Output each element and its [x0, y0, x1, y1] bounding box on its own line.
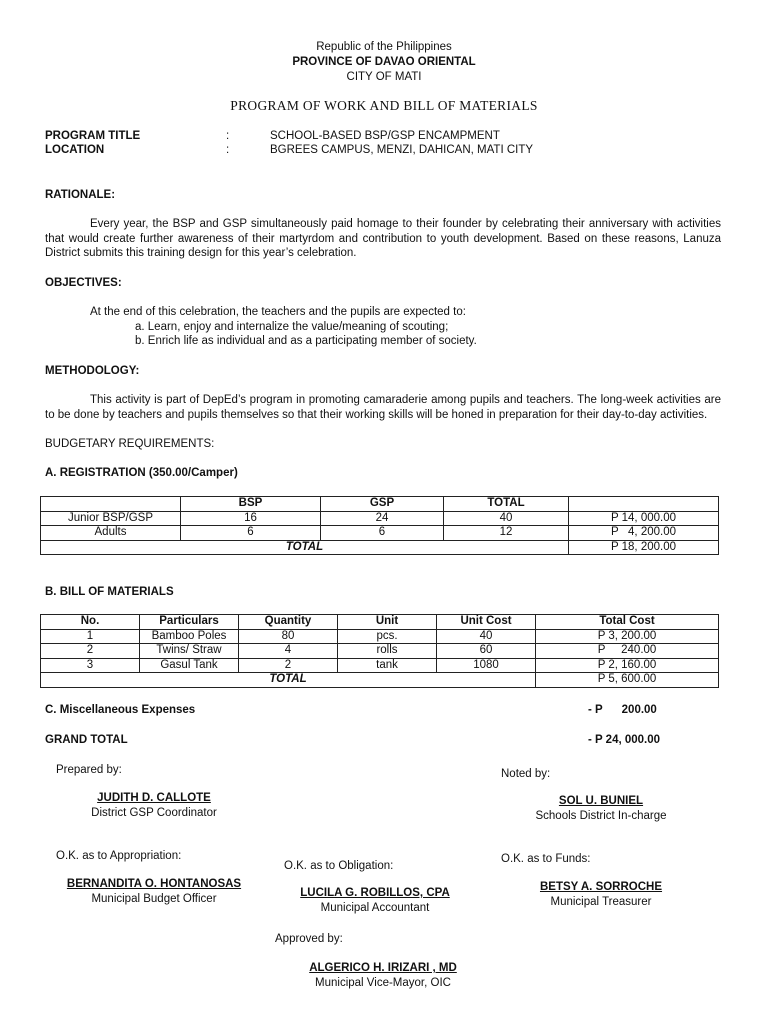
- rationale-heading: RATIONALE:: [45, 189, 116, 201]
- program-title-colon: :: [226, 130, 230, 142]
- location-value: BGREES CAMPUS, MENZI, DAHICAN, MATI CITY: [270, 144, 534, 156]
- cell: P 2, 160.00: [536, 658, 719, 673]
- signatory-name: BETSY A. SORROCHE: [539, 881, 663, 893]
- cell: Gasul Tank: [140, 658, 239, 673]
- location-colon: :: [226, 144, 230, 156]
- appropriation-caption: O.K. as to Appropriation:: [56, 850, 182, 862]
- funds-caption: O.K. as to Funds:: [501, 853, 591, 865]
- cell: P 4, 200.00: [569, 526, 719, 541]
- column-header: [569, 497, 719, 512]
- cell: Twins/ Straw: [140, 644, 239, 659]
- prepared-signatory: [54, 791, 254, 820]
- objectives-heading: OBJECTIVES:: [45, 277, 122, 289]
- signatory-title: Schools District In-charge: [535, 809, 667, 822]
- signatory-name: ALGERICO H. IRIZARI , MD: [309, 962, 457, 974]
- noted-signatory: [501, 794, 701, 823]
- cell: P 240.00: [536, 644, 719, 659]
- obligation-caption: O.K. as to Obligation:: [284, 860, 394, 872]
- column-header: Unit: [338, 615, 437, 630]
- appropriation-signatory: [44, 877, 264, 906]
- city-line: CITY OF MATI: [346, 71, 422, 83]
- cell: 6: [321, 526, 444, 541]
- column-header: GSP: [321, 497, 444, 512]
- cell: 3: [41, 658, 140, 673]
- republic-line: Republic of the Philippines: [316, 41, 452, 53]
- cell: rolls: [338, 644, 437, 659]
- total-label: TOTAL: [41, 673, 536, 688]
- cell: 16: [181, 511, 321, 526]
- cell: 4: [239, 644, 338, 659]
- signatory-title: District GSP Coordinator: [91, 806, 217, 819]
- cell: 2: [41, 644, 140, 659]
- program-title-label: PROGRAM TITLE: [45, 130, 141, 142]
- table-total-row: [41, 673, 719, 688]
- cell: 60: [437, 644, 536, 659]
- methodology-text: This activity is part of DepEd’s program in promoting camaraderie among pupils and teachers. The long-week activities are to be done by teachers and pupils themselves so that their working skills will be honed in preparation for their day-to-day activities.: [45, 394, 721, 421]
- methodology-heading: METHODOLOGY:: [45, 365, 140, 377]
- cell: pcs.: [338, 629, 437, 644]
- obligation-signatory: [275, 886, 475, 915]
- registration-heading: A. REGISTRATION (350.00/Camper): [45, 467, 238, 479]
- table-row: [41, 526, 719, 541]
- cell: 40: [437, 629, 536, 644]
- table-row: [41, 658, 719, 673]
- table-row: [41, 644, 719, 659]
- cell: 1: [41, 629, 140, 644]
- signatory-name: LUCILA G. ROBILLOS, CPA: [300, 887, 450, 899]
- cell: 12: [444, 526, 569, 541]
- registration-table: [40, 496, 719, 555]
- cell: P 14, 000.00: [569, 511, 719, 526]
- province-line: PROVINCE OF DAVAO ORIENTAL: [292, 56, 476, 68]
- cell: Junior BSP/GSP: [41, 511, 181, 526]
- column-header: BSP: [181, 497, 321, 512]
- approved-signatory: [283, 961, 483, 990]
- location-label: LOCATION: [45, 144, 105, 156]
- table-row: [41, 511, 719, 526]
- objectives-intro: At the end of this celebration, the teachers and the pupils are expected to:: [90, 306, 466, 318]
- program-title-value: SCHOOL-BASED BSP/GSP ENCAMPMENT: [270, 130, 500, 142]
- cell: 1080: [437, 658, 536, 673]
- column-header: TOTAL: [444, 497, 569, 512]
- signatory-title: Municipal Treasurer: [550, 895, 652, 908]
- cell: P 3, 200.00: [536, 629, 719, 644]
- signatory-title: Municipal Vice-Mayor, OIC: [315, 976, 451, 989]
- table-row: [41, 629, 719, 644]
- signatory-name: BERNANDITA O. HONTANOSAS: [66, 878, 242, 890]
- cell: 24: [321, 511, 444, 526]
- cell: 80: [239, 629, 338, 644]
- column-header: Particulars: [140, 615, 239, 630]
- table-header-row: [41, 615, 719, 630]
- materials-heading: B. BILL OF MATERIALS: [45, 586, 174, 598]
- cell: Adults: [41, 526, 181, 541]
- total-label: TOTAL: [41, 540, 569, 555]
- grand-total-amount: - P 24, 000.00: [588, 734, 661, 746]
- column-header: [41, 497, 181, 512]
- materials-table: [40, 614, 719, 688]
- funds-signatory: [501, 880, 701, 909]
- objective-item: b. Enrich life as individual and as a participating member of society.: [135, 335, 477, 347]
- signatory-name: JUDITH D. CALLOTE: [97, 792, 211, 804]
- signatory-title: Municipal Budget Officer: [91, 892, 217, 905]
- column-header: No.: [41, 615, 140, 630]
- document-title: PROGRAM OF WORK AND BILL OF MATERIALS: [230, 98, 538, 113]
- budget-heading: BUDGETARY REQUIREMENTS:: [45, 438, 215, 450]
- rationale-text: Every year, the BSP and GSP simultaneously paid homage to their founder by celebrating their anniversary with activities that would create further awareness of their martyrdom and contribution to youth development. Based on these reasons, Lanuza District submits this training design for this year’s celebration.: [45, 218, 721, 259]
- table-header-row: [41, 497, 719, 512]
- signatory-title: Municipal Accountant: [320, 901, 430, 914]
- total-amount: P 18, 200.00: [569, 540, 719, 555]
- column-header: Quantity: [239, 615, 338, 630]
- noted-caption: Noted by:: [501, 768, 551, 780]
- signatory-name: SOL U. BUNIEL: [558, 795, 644, 807]
- column-header: Total Cost: [536, 615, 719, 630]
- grand-total-label: GRAND TOTAL: [45, 734, 128, 746]
- prepared-caption: Prepared by:: [56, 764, 122, 776]
- cell: 2: [239, 658, 338, 673]
- total-amount: P 5, 600.00: [536, 673, 719, 688]
- column-header: Unit Cost: [437, 615, 536, 630]
- table-total-row: [41, 540, 719, 555]
- cell: Bamboo Poles: [140, 629, 239, 644]
- objective-item: a. Learn, enjoy and internalize the value/meaning of scouting;: [135, 321, 449, 333]
- misc-label: C. Miscellaneous Expenses: [45, 704, 196, 716]
- cell: 6: [181, 526, 321, 541]
- approved-caption: Approved by:: [275, 933, 343, 945]
- misc-amount: - P 200.00: [588, 704, 657, 716]
- cell: tank: [338, 658, 437, 673]
- cell: 40: [444, 511, 569, 526]
